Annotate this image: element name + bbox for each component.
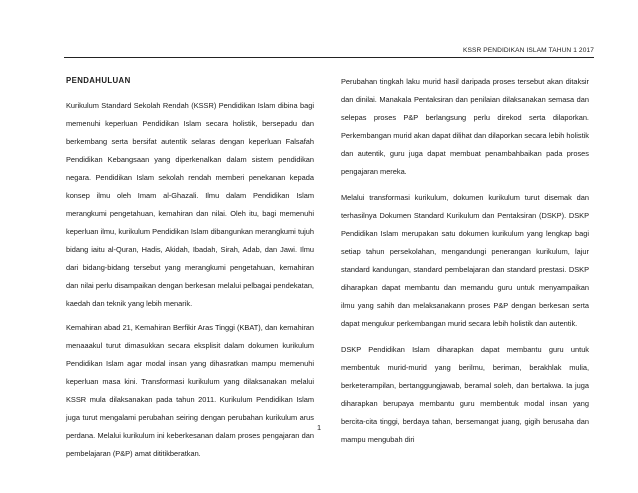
page-number: 1: [316, 423, 322, 432]
paragraph-goals: DSKP Pendidikan Islam diharapkan dapat membantu guru untuk membentuk murid-murid yang berilmu, beriman, berakhlak mulia, berketerampilan, bertanggungjawab, beramal soleh, dan bertakwa. Ia juga diharapkan berupaya membantu guru membentuk modal insan yang bercita-cita tinggi, berdaya tahan, bersemangat juang, gigih berusaha dan mampu mengubah diri: [341, 345, 589, 444]
section-heading: PENDAHULUAN: [66, 76, 131, 85]
paragraph-assessment: Perubahan tingkah laku murid hasil daripada proses tersebut akan ditaksir dan dinilai. Manakala Pentaksiran dan penilaian dilaksanakan semasa dan selepas proses P&P berlangsung perlu direkod serta dilaporkan. Perkembangan murid akan dapat dilihat dan dilaporkan secara lebih holistik dan autentik, guru juga dapat membuat penambahbaikan pada proses pengajaran mereka.: [341, 77, 589, 176]
paragraph-intro: Kurikulum Standard Sekolah Rendah (KSSR) Pendidikan Islam dibina bagi memenuhi keperluan Pendidikan Islam secara holistik, bersepadu dan berkembang serta bersifat autentik selaras dengan keperluan Falsafah Pendidikan Kebangsaan yang diperkenalkan dalam sistem pendidikan negara. Pendidikan Islam sekolah rendah memberi penekanan kepada konsep ilmu oleh Imam al-Ghazali. Ilmu dalam Pendidikan Islam merangkumi pengetahuan, kemahiran dan nilai. Oleh itu, bagi memenuhi keperluan ilmu, kurikulum Pendidikan Islam dibangunkan merangkumi tujuh bidang iaitu al-Quran, Hadis, Akidah, Ibadah, Sirah, Adab, dan Jawi. Ilmu dari bidang-bidang tersebut yang merangkumi pengetahuan, kemahiran dan nilai perlu disampaikan dengan berkesan melalui pelbagai pendekatan, kaedah dan teknik yang lebih menarik.: [66, 101, 314, 308]
paragraph-skills: Kemahiran abad 21, Kemahiran Berfikir Aras Tinggi (KBAT), dan kemahiran menaaakul turut dimasukkan secara eksplisit dalam dokumen kurikulum Pendidikan Islam agar modal insan yang dihasratkan mampu memenuhi keperluan masa kini. Transformasi kurikulum yang dilaksanakan melalui KSSR mula dilaksanakan pada tahun 2011. Kurikulum Pendidikan Islam juga turut mengalami perubahan seiring dengan perubahan kurikulum arus perdana. Melalui kurikulum ini keberkesanan dalam proses pengajaran dan pembelajaran (P&P) amat dititikberatkan.: [66, 323, 314, 458]
header-rule: [64, 57, 594, 58]
paragraph-dskp: Melalui transformasi kurikulum, dokumen kurikulum turut disemak dan terhasilnya Dokumen Standard Kurikulum dan Pentaksiran (DSKP). DSKP Pendidikan Islam merupakan satu dokumen kurikulum yang lengkap bagi setiap tahun persekolahan, mengandungi penerangan kurikulum, lajur standard kandungan, standard pembelajaran dan standard prestasi. DSKP diharapkan dapat membantu dan memandu guru untuk menyampaikan ilmu yang sahih dan melaksanakann proses P&P dengan berkesan serta dapat mengukur perkembangan murid secara lebih holistik dan autentik.: [341, 193, 589, 328]
right-column: [341, 73, 589, 457]
left-column: [66, 72, 314, 471]
running-header: KSSR PENDIDIKAN ISLAM TAHUN 1 2017: [462, 47, 594, 54]
